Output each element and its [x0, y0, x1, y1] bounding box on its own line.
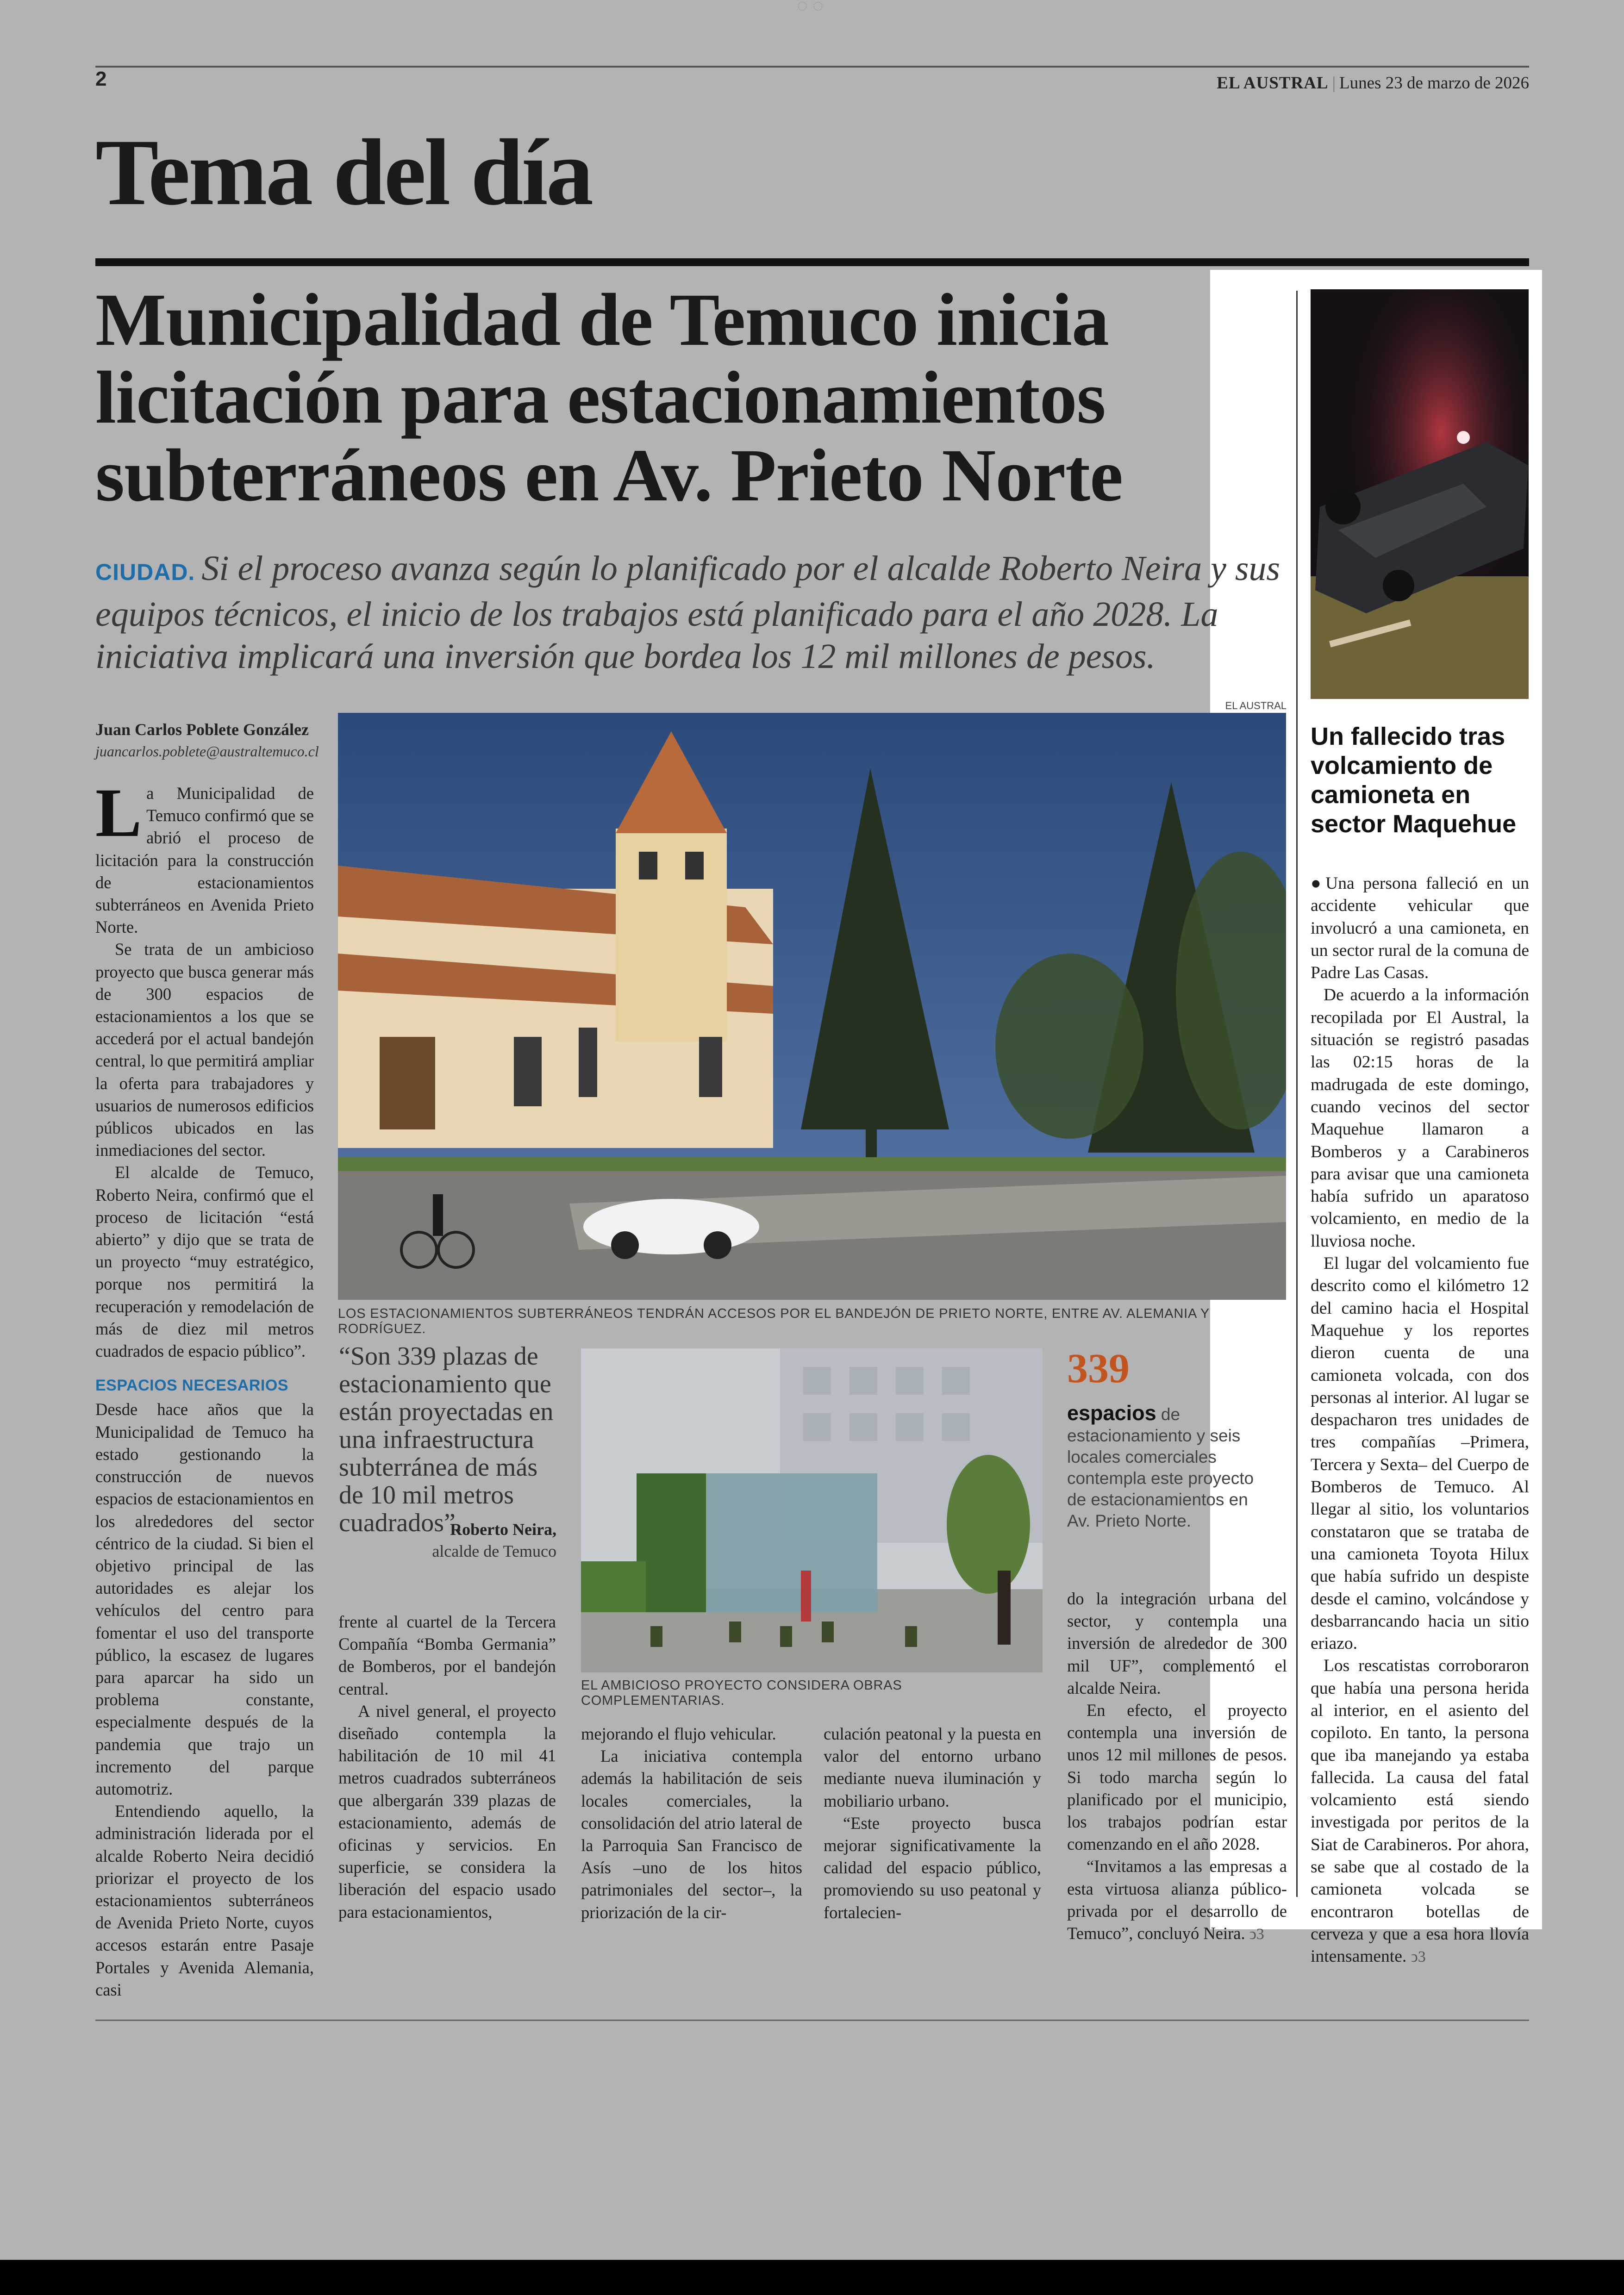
lede-kicker: CIUDAD.	[95, 559, 195, 585]
viewer-bottom-bar	[0, 2260, 1624, 2295]
author-name: Juan Carlos Poblete González	[95, 720, 309, 739]
sidebar-photo-overturned-truck	[1311, 289, 1529, 699]
drop-cap: L	[95, 774, 142, 851]
viewer-page-dots: ◌ ◌	[797, 0, 824, 16]
newspaper-name: EL AUSTRAL	[1217, 74, 1329, 93]
article-lede	[95, 548, 1280, 678]
paragraph: La iniciativa contempla además la habilitación de seis locales comerciales, la consolidación del atrio lateral de la Parroquia San Francisco de Asís –uno de los hitos patrimoniales del sector–, la priorización de la cir-	[581, 1746, 802, 1922]
quote-attribution-role: alcalde de Temuco	[432, 1542, 556, 1560]
sidebar-photo-credit: EL AUSTRAL	[1225, 700, 1287, 711]
author-email[interactable]: juancarlos.poblete@australtemuco.cl	[95, 743, 319, 760]
access-pavilion-illustration	[581, 1348, 1043, 1672]
paragraph: do la integración urbana del sector, y contempla una inversión de alrededor de 300 mil UF”, complementó el alcalde Neira.	[1067, 1589, 1287, 1697]
article-headline: Municipalidad de Temuco inicia licitación para estacionamientos subterráneos en Av. Prieto Norte	[95, 279, 1123, 517]
paragraph: En efecto, el proyecto contempla una inversión de unos 12 mil millones de pesos. Si todo marcha según lo planificado por el municipio, los trabajos podrían estar comenzando en el año 2028.	[1067, 1701, 1287, 1854]
masthead	[1217, 73, 1529, 93]
paragraph: “Este proyecto busca mejorar significativamente la calidad del espacio público, promoviendo su uso peatonal y fortalecien-	[824, 1813, 1041, 1922]
stat-number: 339	[1067, 1346, 1130, 1391]
main-photo-caption: LOS ESTACIONAMIENTOS SUBTERRÁNEOS TENDRÁN ACCESOS POR EL BANDEJÓN DE PRIETO NORTE, ENTRE AV. ALEMANIA Y RODRÍGUEZ.	[338, 1306, 1210, 1336]
secondary-photo-caption: EL AMBICIOSO PROYECTO CONSIDERA OBRAS COMPLEMENTARIAS.	[581, 1678, 902, 1708]
lede-text: Si el proceso avanza según lo planificado por el alcalde Roberto Neira y sus equipos técnicos, el inicio de los trabajos está planificado para el año 2028. La iniciativa implicará una inversión que bordea los 12 mil millones de pesos.	[95, 549, 1280, 676]
article-column-2	[338, 1611, 556, 1923]
night-accident-illustration	[1311, 289, 1529, 699]
paragraph: Se trata de un ambicioso proyecto que busca generar más de 300 espacios de estacionamientos a los que se accederá por el actual bandejón central, lo que permitirá ampliar la oferta para trabajadores y usuarios de numerosos edificios públicos ubicados en las inmediaciones del sector.	[95, 940, 314, 1160]
top-rule	[95, 66, 1529, 68]
paragraph: De acuerdo a la información recopilada por El Austral, la situación se registró pasadas las 02:15 horas de la madrugada de este domingo, cuando vecinos del sector Maquehue llamaron a Bomberos y a Carabineros para avisar que una camioneta había sufrido un aparatoso volcamiento, en medio de la lluviosa noche.	[1311, 985, 1529, 1251]
article-column-5	[1067, 1588, 1287, 1946]
article-column-4	[824, 1723, 1041, 1924]
secondary-photo-access-rendering	[581, 1348, 1043, 1672]
article-column-1	[95, 774, 314, 2001]
section-rule	[95, 258, 1529, 266]
paragraph: El lugar del volcamiento fue descrito como el kilómetro 12 del camino hacia el Hospital Maquehue y los reportes dieron cuenta de una camioneta volcada, con dos personas al interior. Al lugar se despacharon tres unidades de tres compañías –Primera, Tercera y Sexta– del Cuerpo de Bomberos de Temuco. Al llegar al sitio, los voluntarios constataron que se trataba de una camioneta Toyota Hilux que había sufrido un despiste desde el camino, volcándose y desbarrancando hacia un sitio eriazo.	[1311, 1254, 1529, 1653]
paragraph: Desde hace años que la Municipalidad de Temuco ha estado gestionando la construcción de nuevos espacios de estacionamientos en los alrededores del sector céntrico de la ciudad. Si bien el objetivo principal de las autoridades es alejar los vehículos del centro para fomentar el uso del transporte público, la escasez de lugares para aparcar ha sido un problema constante, especialmente después de la pandemia que trajo un incremento del parque automotriz.	[95, 1400, 314, 1798]
paragraph: “Invitamos a las empresas a esta virtuosa alianza público-privada por el desarrollo de Temuco”, concluyó Neira. ↄ3	[1067, 1857, 1287, 1943]
sidebar-divider	[1296, 291, 1298, 1897]
section-title: Tema del día	[95, 120, 592, 225]
quote-attribution-name: Roberto Neira,	[450, 1520, 556, 1539]
paragraph: Los rescatistas corroboraron que había una persona herida al interior, en el asiento del copiloto. En tanto, la persona que iba manejando ya estaba fallecida. La causa del fatal volcamiento está siendo investigada por peritos de la Siat de Carabineros. Por ahora, se sabe que al costado de la camioneta volcada se encontraron botellas de cerveza y que a esa hora llovía intensamente. ↄ3	[1311, 1656, 1529, 1966]
paragraph: A nivel general, el proyecto diseñado contempla la habilitación de 10 mil 41 metros cuadrados subterráneos que albergarán 339 plazas de estacionamiento, además de oficinas y servicios. En superficie, se considera la liberación del espacio usado para estacionamientos,	[338, 1701, 556, 1921]
stat-description	[1067, 1403, 1262, 1532]
sidebar-headline: Un fallecido tras volcamiento de camioneta en sector Maquehue	[1311, 723, 1517, 838]
paragraph: culación peatonal y la puesta en valor del entorno urbano mediante nueva iluminación y mobiliario urbano.	[824, 1724, 1041, 1810]
end-mark-icon: ↄ3	[1249, 1926, 1264, 1943]
main-photo-church-rendering	[338, 713, 1286, 1300]
paragraph: La Municipalidad de Temuco confirmó que se abrió el proceso de licitación para la construcción de estacionamientos subterráneos en Avenida Prieto Norte.	[95, 774, 314, 937]
paragraph: mejorando el flujo vehicular.	[581, 1724, 776, 1743]
end-mark-icon: ↄ3	[1411, 1948, 1426, 1966]
paragraph: frente al cuartel de la Tercera Compañía “Bomba Germania” de Bomberos, por el bandejón central.	[338, 1612, 556, 1698]
paragraph: El alcalde de Temuco, Roberto Neira, confirmó que el proceso de licitación “está abierto” y dijo que se trata de un proyecto “muy estratégico, porque nos permitirá la recuperación y remodelación de más de diez mil metros cuadrados de espacio público”.	[95, 1163, 314, 1361]
masthead-separator: |	[1332, 74, 1336, 93]
issue-date: Lunes 23 de marzo de 2026	[1339, 74, 1529, 93]
pull-quote: “Son 339 plazas de estacionamiento que están proyectadas en una infraestructura subterránea de más de 10 mil metros cuadrados”.	[339, 1342, 554, 1537]
sidebar-body	[1311, 873, 1529, 1969]
article-column-3	[581, 1723, 802, 1924]
paragraph: ●Una persona falleció en un accidente vehicular que involucró a una camioneta, en un sector rural de la comuna de Padre Las Casas.	[1311, 874, 1529, 983]
stat-text: de estacionamiento y seis locales comerciales contempla este proyecto de estacionamientos en Av. Prieto Norte.	[1067, 1405, 1254, 1530]
church-illustration	[338, 713, 1286, 1300]
paragraph: Entendiendo aquello, la administración liderada por el alcalde Roberto Neira decidió priorizar el proyecto de los estacionamientos subterráneos de Avenida Prieto Norte, cuyos accesos estarán entre Pasaje Portales y Avenida Alemania, casi	[95, 1802, 314, 1999]
subhead-espacios: ESPACIOS NECESARIOS	[95, 1377, 288, 1395]
page-number: 2	[95, 68, 107, 90]
bottom-rule	[95, 2020, 1529, 2021]
stat-bold: espacios	[1067, 1401, 1156, 1425]
